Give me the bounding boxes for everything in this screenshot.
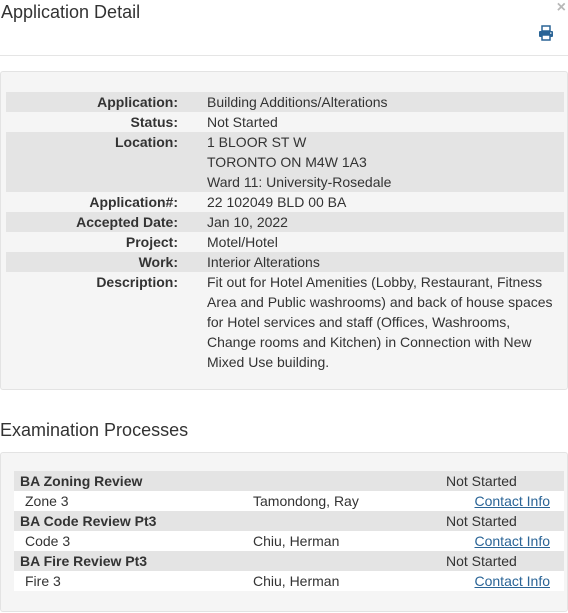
detail-table [6, 92, 564, 372]
detail-label: Application: [6, 92, 207, 112]
process-status: Not Started [441, 511, 564, 531]
detail-value [207, 192, 564, 212]
detail-value-line: Not Started [207, 114, 278, 130]
dialog-title: Application Detail [1, 2, 141, 22]
application-detail-panel [0, 71, 568, 390]
detail-row [6, 92, 564, 112]
process-examiner: Tamondong, Ray [253, 491, 441, 511]
process-header-row [14, 471, 564, 491]
detail-value [207, 212, 564, 232]
detail-row [6, 132, 564, 192]
process-status: Not Started [441, 471, 564, 491]
process-name: BA Fire Review Pt3 [14, 551, 441, 571]
detail-row [6, 192, 564, 212]
detail-label: Project: [125, 234, 178, 250]
process-detail-row [14, 491, 564, 511]
detail-value-line: 22 102049 BLD 00 BA [207, 194, 347, 210]
process-name: BA Code Review Pt3 [14, 511, 441, 531]
detail-value [207, 252, 564, 272]
detail-label: Work: [6, 252, 207, 272]
detail-value-line: TORONTO ON M4W 1A3 [207, 154, 367, 170]
detail-row [6, 112, 564, 132]
process-examiner: Chiu, Herman [253, 571, 441, 591]
detail-row [6, 232, 564, 252]
detail-row [6, 252, 564, 272]
detail-value-line: Fit out for Hotel Amenities (Lobby, Restaurant, Fitness Area and Public washrooms) and back of house spaces for Hotel services and staff (Offices, Washrooms, Change rooms and Kitchen) in Connection with New Mixed Use building. [207, 274, 553, 370]
detail-value [207, 92, 564, 112]
header-divider [0, 55, 568, 56]
detail-label: Location: [6, 132, 207, 192]
detail-label: Status: [130, 114, 178, 130]
detail-value-line: 1 BLOOR ST W [207, 134, 307, 150]
detail-value [207, 232, 564, 252]
detail-label: Application#: [89, 194, 178, 210]
detail-label: Description: [96, 274, 178, 290]
examination-panel [0, 452, 568, 612]
detail-label: Accepted Date: [6, 212, 207, 232]
print-icon[interactable] [538, 25, 554, 41]
contact-cell [441, 531, 564, 551]
detail-row [6, 212, 564, 232]
detail-value-line: Jan 10, 2022 [207, 214, 288, 230]
contact-info-link[interactable]: Contact Info [474, 493, 550, 509]
process-status: Not Started [441, 551, 564, 571]
contact-cell [441, 491, 564, 511]
detail-value [207, 112, 564, 132]
examination-title: Examination Processes [0, 420, 189, 440]
process-detail-row [14, 571, 564, 591]
close-icon[interactable]: × [556, 0, 566, 16]
detail-value-line: Building Additions/Alterations [207, 94, 388, 110]
process-detail-row [14, 531, 564, 551]
process-examiner: Chiu, Herman [253, 531, 441, 551]
contact-info-link[interactable]: Contact Info [474, 533, 550, 549]
process-stage: Zone 3 [14, 491, 253, 511]
process-header-row [14, 511, 564, 531]
detail-row [6, 272, 564, 372]
examination-table [14, 471, 564, 591]
contact-info-link[interactable]: Contact Info [474, 573, 550, 589]
process-stage: Fire 3 [14, 571, 253, 591]
detail-value-line: Ward 11: University-Rosedale [207, 174, 392, 190]
detail-value [207, 272, 564, 372]
contact-cell [441, 571, 564, 591]
process-name: BA Zoning Review [14, 471, 441, 491]
detail-value-line: Interior Alterations [207, 254, 320, 270]
process-header-row [14, 551, 564, 571]
detail-value [207, 132, 564, 192]
process-stage: Code 3 [14, 531, 253, 551]
detail-value-line: Motel/Hotel [207, 234, 278, 250]
